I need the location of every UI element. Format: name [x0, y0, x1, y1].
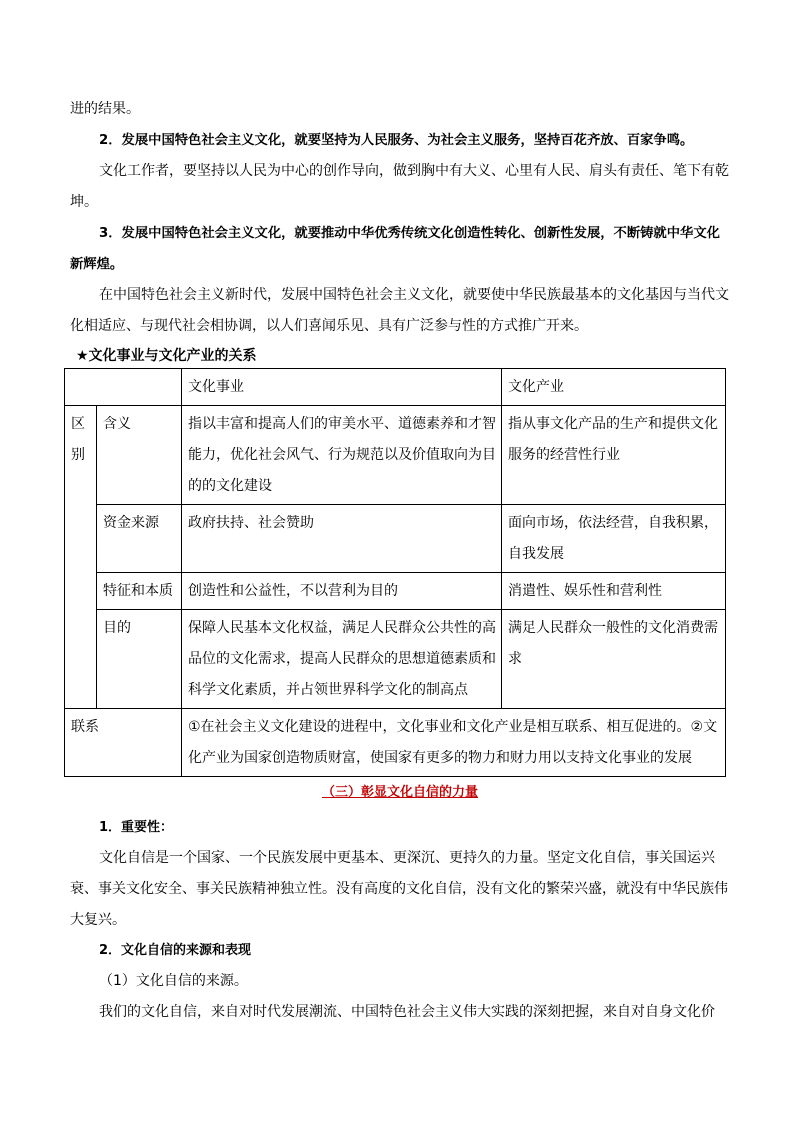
cell-chanye: 面向市场，依法经营，自我积累，自我发展	[502, 505, 726, 573]
point-3-heading: 3．发展中国特色社会主义文化，就要推动中华优秀传统文化创造性转化、创新性发展，不断铸就中华文化新辉煌。	[70, 226, 720, 272]
row-label: 含义	[97, 406, 182, 505]
link-label: 联系	[65, 709, 182, 777]
table-row	[65, 505, 726, 573]
document-page	[70, 94, 730, 1028]
paragraph-sources: 我们的文化自信，来自对时代发展潮流、中国特色社会主义伟大实践的深刻把握，来自对自身文化价	[99, 1004, 715, 1020]
cell-chanye: 满足人民群众一般性的文化消费需求	[502, 610, 726, 709]
link-text: ①在社会主义文化建设的进程中，文化事业和文化产业是相互联系、相互促进的。②文化产业为国家创造物质财富，使国家有更多的物力和财力用以支持文化事业的发展	[182, 709, 726, 777]
section-title: （三）彰显文化自信的力量	[321, 785, 478, 800]
cell-chanye: 指从事文化产品的生产和提供文化服务的经营性行业	[502, 406, 726, 505]
table-title: ★文化事业与文化产业的关系	[76, 348, 257, 364]
column-header-shiye: 文化事业	[182, 369, 502, 406]
comparison-table	[64, 368, 726, 777]
row-label: 目的	[97, 610, 182, 709]
cell-shiye: 指以丰富和提高人们的审美水平、道德素养和才智能力，优化社会风气、行为规范以及价值取向为目的的文化建设	[182, 406, 502, 505]
row-label: 特征和本质	[97, 573, 182, 610]
cell-chanye: 消遣性、娱乐性和营利性	[502, 573, 726, 610]
paragraph-new-era: 在中国特色社会主义新时代，发展中国特色社会主义文化，就要使中华民族最基本的文化基因与当代文化相适应、与现代社会相协调，以人们喜闻乐见、具有广泛参与性的方式推广开来。	[70, 287, 729, 334]
paragraph-importance: 文化自信是一个国家、一个民族发展中更基本、更深沉、更持久的力量。坚定文化自信，事关国运兴衰、事关文化安全、事关民族精神独立性。没有高度的文化自信，没有文化的繁荣兴盛，就没有中华民族伟大复兴。	[70, 850, 728, 928]
cell-shiye: 保障人民基本文化权益，满足人民群众公共性的高品位的文化需求，提高人民群众的思想道德素质和科学文化素质，并占领世界科学文化的制高点	[182, 610, 502, 709]
table-row	[65, 610, 726, 709]
subheading-sources: （1）文化自信的来源。	[99, 973, 248, 989]
point-2-heading: 2．发展中国特色社会主义文化，就要坚持为人民服务、为社会主义服务，坚持百花齐放、百家争鸣。	[99, 133, 694, 148]
table-header-row	[65, 369, 726, 406]
paragraph-continuation: 进的结果。	[70, 101, 140, 117]
table-row	[65, 406, 726, 505]
column-header-chanye: 文化产业	[502, 369, 726, 406]
paragraph-cultural-workers: 文化工作者，要坚持以人民为中心的创作导向，做到胸中有大义、心里有人民、肩头有责任、笔下有乾坤。	[70, 163, 729, 210]
group-label-difference: 区别	[65, 406, 97, 709]
table-row-link	[65, 709, 726, 777]
sources-heading: 2．文化自信的来源和表现	[99, 943, 252, 958]
importance-heading: 1．重要性：	[99, 820, 174, 835]
table-row	[65, 573, 726, 610]
cell-shiye: 创造性和公益性，不以营利为目的	[182, 573, 502, 610]
table-corner-cell	[65, 369, 182, 406]
row-label: 资金来源	[97, 505, 182, 573]
cell-shiye: 政府扶持、社会赞助	[182, 505, 502, 573]
